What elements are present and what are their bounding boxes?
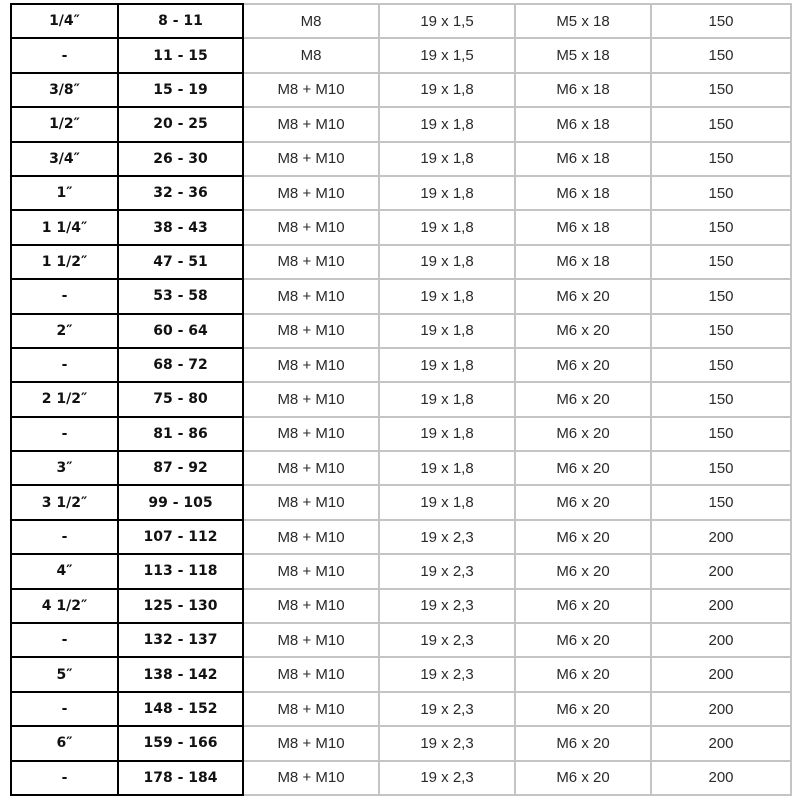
table-row bbox=[11, 623, 791, 657]
diameter-range-cell: 125 - 130 bbox=[118, 589, 243, 623]
band-cell: 19 x 1,8 bbox=[379, 73, 515, 107]
quantity-cell: 150 bbox=[651, 176, 791, 210]
diameter-range-cell: 32 - 36 bbox=[118, 176, 243, 210]
table-row bbox=[11, 348, 791, 382]
band-cell: 19 x 1,8 bbox=[379, 176, 515, 210]
band-cell: 19 x 1,8 bbox=[379, 382, 515, 416]
table-row bbox=[11, 73, 791, 107]
table-row bbox=[11, 4, 791, 38]
screw-cell: M6 x 20 bbox=[515, 314, 651, 348]
diameter-range-cell: 75 - 80 bbox=[118, 382, 243, 416]
band-cell: 19 x 1,8 bbox=[379, 314, 515, 348]
quantity-cell: 150 bbox=[651, 73, 791, 107]
size-inch-cell: 3″ bbox=[11, 451, 118, 485]
band-cell: 19 x 2,3 bbox=[379, 623, 515, 657]
screw-cell: M6 x 18 bbox=[515, 210, 651, 244]
quantity-cell: 150 bbox=[651, 348, 791, 382]
thread-cell: M8 + M10 bbox=[243, 176, 379, 210]
table-row bbox=[11, 485, 791, 519]
thread-cell: M8 + M10 bbox=[243, 485, 379, 519]
thread-cell: M8 + M10 bbox=[243, 726, 379, 760]
quantity-cell: 150 bbox=[651, 279, 791, 313]
screw-cell: M6 x 20 bbox=[515, 485, 651, 519]
diameter-range-cell: 20 - 25 bbox=[118, 107, 243, 141]
size-inch-cell: 6″ bbox=[11, 726, 118, 760]
screw-cell: M6 x 20 bbox=[515, 657, 651, 691]
size-inch-cell: 3 1/2″ bbox=[11, 485, 118, 519]
screw-cell: M6 x 20 bbox=[515, 554, 651, 588]
band-cell: 19 x 2,3 bbox=[379, 692, 515, 726]
quantity-cell: 200 bbox=[651, 554, 791, 588]
quantity-cell: 200 bbox=[651, 589, 791, 623]
thread-cell: M8 + M10 bbox=[243, 761, 379, 795]
screw-cell: M6 x 20 bbox=[515, 417, 651, 451]
size-inch-cell: 1 1/2″ bbox=[11, 245, 118, 279]
screw-cell: M6 x 18 bbox=[515, 176, 651, 210]
thread-cell: M8 + M10 bbox=[243, 589, 379, 623]
diameter-range-cell: 81 - 86 bbox=[118, 417, 243, 451]
thread-cell: M8 + M10 bbox=[243, 73, 379, 107]
band-cell: 19 x 2,3 bbox=[379, 554, 515, 588]
screw-cell: M6 x 20 bbox=[515, 761, 651, 795]
thread-cell: M8 + M10 bbox=[243, 520, 379, 554]
size-inch-cell: 2 1/2″ bbox=[11, 382, 118, 416]
size-inch-cell: 2″ bbox=[11, 314, 118, 348]
band-cell: 19 x 1,8 bbox=[379, 210, 515, 244]
size-inch-cell: 5″ bbox=[11, 657, 118, 691]
table-row bbox=[11, 451, 791, 485]
diameter-range-cell: 53 - 58 bbox=[118, 279, 243, 313]
table-row bbox=[11, 176, 791, 210]
thread-cell: M8 + M10 bbox=[243, 382, 379, 416]
size-inch-cell: - bbox=[11, 348, 118, 382]
thread-cell: M8 bbox=[243, 38, 379, 72]
size-inch-cell: 4″ bbox=[11, 554, 118, 588]
band-cell: 19 x 1,8 bbox=[379, 279, 515, 313]
size-inch-cell: 1/4″ bbox=[11, 4, 118, 38]
size-inch-cell: 1″ bbox=[11, 176, 118, 210]
table-row bbox=[11, 657, 791, 691]
thread-cell: M8 + M10 bbox=[243, 348, 379, 382]
screw-cell: M6 x 20 bbox=[515, 451, 651, 485]
size-inch-cell: 4 1/2″ bbox=[11, 589, 118, 623]
diameter-range-cell: 178 - 184 bbox=[118, 761, 243, 795]
size-inch-cell: - bbox=[11, 761, 118, 795]
quantity-cell: 150 bbox=[651, 417, 791, 451]
thread-cell: M8 + M10 bbox=[243, 657, 379, 691]
thread-cell: M8 + M10 bbox=[243, 692, 379, 726]
table-row bbox=[11, 142, 791, 176]
table-row bbox=[11, 107, 791, 141]
screw-cell: M6 x 20 bbox=[515, 589, 651, 623]
diameter-range-cell: 60 - 64 bbox=[118, 314, 243, 348]
quantity-cell: 150 bbox=[651, 4, 791, 38]
band-cell: 19 x 1,8 bbox=[379, 142, 515, 176]
screw-cell: M6 x 18 bbox=[515, 73, 651, 107]
table-row bbox=[11, 520, 791, 554]
table-row bbox=[11, 382, 791, 416]
diameter-range-cell: 38 - 43 bbox=[118, 210, 243, 244]
thread-cell: M8 + M10 bbox=[243, 554, 379, 588]
screw-cell: M6 x 20 bbox=[515, 520, 651, 554]
quantity-cell: 200 bbox=[651, 623, 791, 657]
diameter-range-cell: 47 - 51 bbox=[118, 245, 243, 279]
quantity-cell: 150 bbox=[651, 451, 791, 485]
quantity-cell: 200 bbox=[651, 761, 791, 795]
quantity-cell: 150 bbox=[651, 245, 791, 279]
clamp-spec-table bbox=[10, 3, 792, 796]
table-row bbox=[11, 554, 791, 588]
band-cell: 19 x 1,5 bbox=[379, 4, 515, 38]
size-inch-cell: - bbox=[11, 38, 118, 72]
quantity-cell: 150 bbox=[651, 210, 791, 244]
quantity-cell: 150 bbox=[651, 314, 791, 348]
size-inch-cell: 1/2″ bbox=[11, 107, 118, 141]
quantity-cell: 150 bbox=[651, 107, 791, 141]
thread-cell: M8 + M10 bbox=[243, 314, 379, 348]
quantity-cell: 200 bbox=[651, 520, 791, 554]
diameter-range-cell: 8 - 11 bbox=[118, 4, 243, 38]
diameter-range-cell: 113 - 118 bbox=[118, 554, 243, 588]
thread-cell: M8 + M10 bbox=[243, 279, 379, 313]
quantity-cell: 150 bbox=[651, 142, 791, 176]
screw-cell: M6 x 20 bbox=[515, 726, 651, 760]
thread-cell: M8 + M10 bbox=[243, 451, 379, 485]
diameter-range-cell: 11 - 15 bbox=[118, 38, 243, 72]
diameter-range-cell: 87 - 92 bbox=[118, 451, 243, 485]
quantity-cell: 150 bbox=[651, 485, 791, 519]
screw-cell: M6 x 20 bbox=[515, 382, 651, 416]
table-row bbox=[11, 38, 791, 72]
band-cell: 19 x 1,8 bbox=[379, 451, 515, 485]
thread-cell: M8 + M10 bbox=[243, 623, 379, 657]
size-inch-cell: - bbox=[11, 520, 118, 554]
band-cell: 19 x 1,8 bbox=[379, 417, 515, 451]
diameter-range-cell: 138 - 142 bbox=[118, 657, 243, 691]
band-cell: 19 x 2,3 bbox=[379, 520, 515, 554]
size-inch-cell: - bbox=[11, 692, 118, 726]
screw-cell: M6 x 18 bbox=[515, 245, 651, 279]
quantity-cell: 150 bbox=[651, 38, 791, 72]
table-row bbox=[11, 314, 791, 348]
size-inch-cell: 1 1/4″ bbox=[11, 210, 118, 244]
band-cell: 19 x 2,3 bbox=[379, 657, 515, 691]
size-inch-cell: 3/8″ bbox=[11, 73, 118, 107]
screw-cell: M6 x 20 bbox=[515, 692, 651, 726]
thread-cell: M8 bbox=[243, 4, 379, 38]
diameter-range-cell: 159 - 166 bbox=[118, 726, 243, 760]
table-row bbox=[11, 245, 791, 279]
band-cell: 19 x 2,3 bbox=[379, 726, 515, 760]
quantity-cell: 200 bbox=[651, 657, 791, 691]
thread-cell: M8 + M10 bbox=[243, 210, 379, 244]
screw-cell: M6 x 18 bbox=[515, 142, 651, 176]
band-cell: 19 x 1,8 bbox=[379, 348, 515, 382]
band-cell: 19 x 2,3 bbox=[379, 761, 515, 795]
band-cell: 19 x 1,8 bbox=[379, 245, 515, 279]
diameter-range-cell: 132 - 137 bbox=[118, 623, 243, 657]
thread-cell: M8 + M10 bbox=[243, 107, 379, 141]
diameter-range-cell: 107 - 112 bbox=[118, 520, 243, 554]
size-inch-cell: - bbox=[11, 417, 118, 451]
table-row bbox=[11, 726, 791, 760]
spec-table-body bbox=[11, 4, 791, 795]
diameter-range-cell: 148 - 152 bbox=[118, 692, 243, 726]
screw-cell: M6 x 20 bbox=[515, 623, 651, 657]
screw-cell: M6 x 18 bbox=[515, 107, 651, 141]
screw-cell: M6 x 20 bbox=[515, 348, 651, 382]
thread-cell: M8 + M10 bbox=[243, 417, 379, 451]
table-row bbox=[11, 589, 791, 623]
quantity-cell: 200 bbox=[651, 726, 791, 760]
table-row bbox=[11, 210, 791, 244]
diameter-range-cell: 15 - 19 bbox=[118, 73, 243, 107]
band-cell: 19 x 1,5 bbox=[379, 38, 515, 72]
table-row bbox=[11, 417, 791, 451]
diameter-range-cell: 99 - 105 bbox=[118, 485, 243, 519]
screw-cell: M5 x 18 bbox=[515, 38, 651, 72]
table-row bbox=[11, 279, 791, 313]
diameter-range-cell: 68 - 72 bbox=[118, 348, 243, 382]
table-row bbox=[11, 692, 791, 726]
quantity-cell: 200 bbox=[651, 692, 791, 726]
table-row bbox=[11, 761, 791, 795]
thread-cell: M8 + M10 bbox=[243, 245, 379, 279]
band-cell: 19 x 1,8 bbox=[379, 485, 515, 519]
diameter-range-cell: 26 - 30 bbox=[118, 142, 243, 176]
screw-cell: M5 x 18 bbox=[515, 4, 651, 38]
band-cell: 19 x 1,8 bbox=[379, 107, 515, 141]
thread-cell: M8 + M10 bbox=[243, 142, 379, 176]
size-inch-cell: - bbox=[11, 623, 118, 657]
quantity-cell: 150 bbox=[651, 382, 791, 416]
screw-cell: M6 x 20 bbox=[515, 279, 651, 313]
size-inch-cell: - bbox=[11, 279, 118, 313]
size-inch-cell: 3/4″ bbox=[11, 142, 118, 176]
band-cell: 19 x 2,3 bbox=[379, 589, 515, 623]
